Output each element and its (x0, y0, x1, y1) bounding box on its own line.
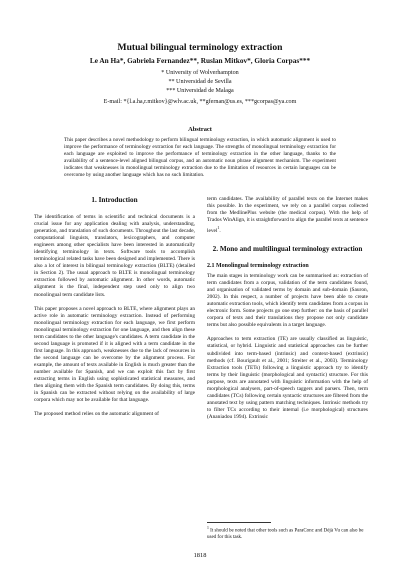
footnote-marker: 1 (207, 526, 209, 530)
section-heading-introduction: 1. Introduction (91, 196, 138, 204)
terminology-paragraph-1: The main stages in terminology work can be summarised as: extraction of term candidates from a corpus, validation of the term candidates found, and organisation of validated terms by domain and sub-domain (Sauron, 2002). In this respect, a number of projects have been able to create automatic extraction tools, which identify term candidates from a corpus in electronic form. Some projects go one step further: on the basis of parallel corpora of texts and their translations they propose not only candidate terms but also possible equivalents in a target language. (207, 273, 368, 329)
author-emails: E-mail: *{l.a.ha,r.mitkov}@wlv.ac.uk, **gfernan@us.es, ***gcorpas@ya.com (103, 99, 297, 105)
footnote-reference: 1 (217, 225, 220, 231)
right-column (207, 196, 368, 428)
abstract-text: This paper describes a novel methodology to perform bilingual terminology extraction, in which automatic alignment is used to improve the performance of terminology extraction for each language. The strengths of monolingual terminology extraction for each language are exploited to improve the performance of terminology extraction in the other language, thanks to the availability of a sentence-level aligned bilingual corpus, and an automatic noun phrase alignment mechanism. The experiment indicates that weaknesses in monolingual terminology extraction due to the limitation of resources in certain languages can be overcome by using another language which has no such limitation. (64, 137, 336, 179)
terminology-paragraph-2: Approaches to term extraction (TE) are usually classified as linguistic, statistical, or hybrid. Linguistic and statistical approaches can be further subdivided into term-based (intrinsic) and context-based (extrinsic) methods (cf. Bourigault et al., 2001; Streiter et al., 2003). Terminology Extraction tools (TETs) following a linguistic approach try to identify terms by their linguistic (morphological and syntactic) structure. For this purpose, texts are annotated with linguistic information with the help of morphological analysers, part-of-speech taggers and parsers. Then, term candidates (TCs) following certain syntactic structures are filtered from the annotated text by using pattern matching techniques. Intrinsic methods try to filter TCs according to their internal (i.e morphological) structures (Ananiadou 1994). Extrinsic (207, 336, 368, 420)
footnote (207, 525, 368, 542)
affiliation-2: ** Universidad de Sevilla (168, 79, 232, 85)
subsection-heading-monolingual: 2.1 Monolingual terminology extraction (207, 263, 309, 270)
author-list: Le An Ha*, Gabriela Fernandez**, Ruslan Mitkov*, Gloria Corpas*** (89, 56, 311, 65)
footnote-divider (207, 522, 271, 523)
intro-paragraph-1: The identification of terms in scientific and technical documents is a crucial issue for any application dealing with analysis, understanding, generation, and translation of such documents. Throughout the last decade, computational linguists, translators, lexicographers, and computer engineers among other specialists have been interested in automatically identifying terminology in texts. Software tools to accomplish terminological related tasks have been designed and implemented. There is also a lot of interest in bilingual terminology extraction (BLTE) (detailed in Section 2). The usual approach to BLTE is monolingual terminology extraction followed by automatic alignment. In other words, automatic alignment is the final, independent step used only to align two monolingual term candidate lists. (34, 214, 195, 298)
left-column (34, 196, 195, 425)
section-heading-terminology: 2. Mono and multilingual terminology extraction (212, 245, 363, 254)
abstract-heading: Abstract (188, 126, 212, 133)
footnote-text: It should be noted that other tools such as ParaConc and Déjà Vu can also be used for this task. (207, 528, 364, 541)
intro-paragraph-2: This paper proposes a novel approach to BLTE, where alignment plays an active role in automatic terminology extraction. Instead of performing monolingual terminology extraction for each language, we first perform monolingual terminology extraction for one language, and then align these term candidates to the other language's candidates. A term candidate in the second language is promoted if it is aligned with a term candidate in the first language. In this approach, weaknesses due to the lack of resources in the second language can be overcome by the alignment process. For example, the amount of texts available in English is much greater than the number available for Spanish, and we can exploit this fact by first extracting terms in English using sophisticated statistical measures, and then aligning them with the Spanish term candidates. By doing this, terms in Spanish can be extracted without relying on the availability of large corpora which may not be available for that language. (34, 305, 195, 404)
affiliation-1: * University of Wolverhampton (161, 70, 239, 76)
continued-paragraph: term candidates. The availability of parallel texts on the Internet makes this possible. In the experiment, we rely on a parallel corpus collected from the MedlinePlus website (the medical corpus). With the help of Trados WinAlign, it is straightforward to align the parallel texts at sentence level$^1$. (207, 196, 368, 234)
affiliation-3: *** Universidad de Malaga (166, 88, 234, 94)
page-number: 1818 (193, 552, 207, 559)
intro-paragraph-3: The proposed method relies on the automatic alignment of (34, 411, 159, 418)
paper-title: Mutual bilingual terminology extraction (117, 42, 283, 53)
continued-paragraph-text: term candidates. The availability of parallel texts on the Internet makes this possible. In the experiment, we rely on a parallel corpus collected from the MedlinePlus website (the medical corpus). With the help of Trados WinAlign, it is straightforward to align the parallel texts at sentence level (207, 196, 368, 234)
